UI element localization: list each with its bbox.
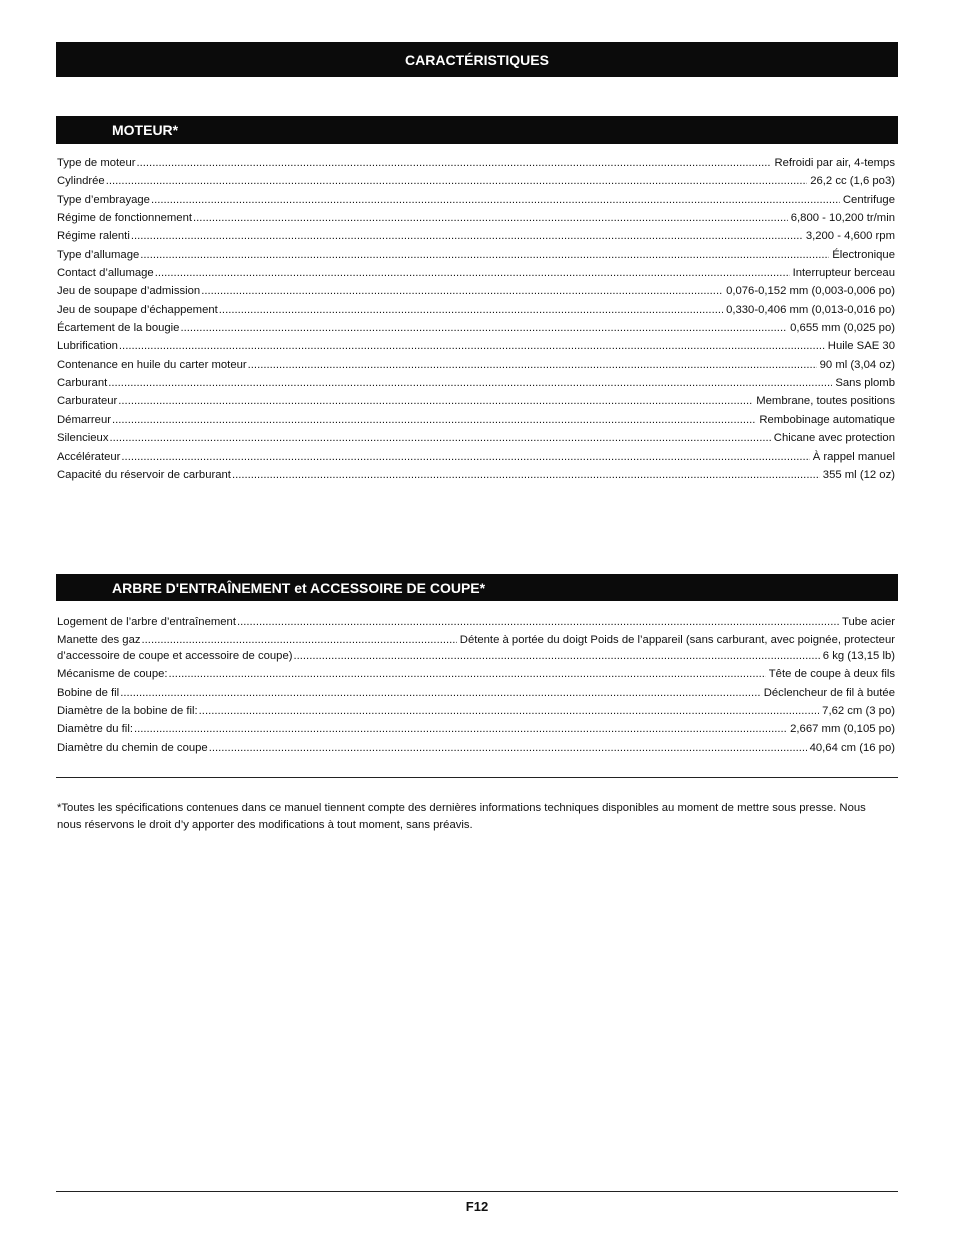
spec-row [57, 704, 895, 722]
spec-row [57, 229, 895, 247]
spec-label: Lubrification [57, 340, 118, 353]
spec-label: Diamètre de la bobine de fil: [57, 705, 198, 718]
spec-row-multiline [57, 633, 895, 664]
dot-leader [106, 174, 807, 189]
dot-leader [294, 649, 820, 664]
spec-row [57, 686, 895, 704]
dot-leader [137, 156, 772, 171]
spec-row-line [57, 633, 895, 649]
spec-value: 2,667 mm (0,105 po) [790, 723, 895, 736]
dot-leader [112, 413, 756, 428]
spec-row [57, 450, 895, 468]
spec-row-line [57, 649, 895, 665]
dot-leader [140, 248, 829, 263]
spec-row [57, 431, 895, 449]
moteur-spec-list [57, 156, 895, 486]
spec-row [57, 284, 895, 302]
spec-label: Type d’allumage [57, 248, 140, 261]
spec-label: Cylindrée [57, 175, 105, 188]
page-number: F12 [465, 1199, 489, 1214]
spec-row [57, 615, 895, 633]
spec-value: 40,64 cm (16 po) [809, 741, 895, 754]
dot-leader [108, 376, 832, 391]
spec-label: Capacité du réservoir de carburant [57, 468, 231, 481]
spec-label: Diamètre du fil: [57, 723, 133, 736]
spec-value: 6 kg (13,15 lb) [822, 649, 895, 662]
spec-label: Mécanisme de coupe: [57, 668, 168, 681]
spec-row [57, 303, 895, 321]
spec-label: Jeu de soupape d’échappement [57, 303, 218, 316]
spec-label: Type d’embrayage [57, 193, 150, 206]
spec-label: Diamètre du chemin de coupe [57, 741, 208, 754]
spec-row [57, 211, 895, 229]
footnote: *Toutes les spécifications contenues dans ce manuel tiennent compte des dernières informations techniques disponibles au moment de mettre sous presse. Nous nous réservons le droit d’y apporter des modifications à tout moment, sans préavis. [57, 802, 866, 831]
page-title-bar [56, 42, 898, 77]
spec-label: d’accessoire de coupe et accessoire de coupe) [57, 649, 293, 662]
spec-value: 90 ml (3,04 oz) [819, 358, 895, 371]
spec-value: Refroidi par air, 4-temps [774, 157, 895, 169]
section-header-arbre [56, 574, 898, 601]
spec-label: Carburateur [57, 395, 118, 408]
section-title-moteur: MOTEUR* [112, 122, 179, 138]
spec-row [57, 321, 895, 339]
dot-leader [237, 615, 839, 630]
spec-value: Tube acier [842, 616, 895, 628]
spec-label: Régime de fonctionnement [57, 212, 193, 225]
dot-leader [119, 339, 825, 354]
spec-row [57, 722, 895, 740]
dot-leader [110, 431, 771, 446]
spec-row [57, 174, 895, 192]
spec-row [57, 376, 895, 394]
spec-value: Centrifuge [842, 193, 895, 206]
dot-leader [248, 358, 817, 373]
spec-value: Rembobinage automatique [759, 413, 895, 426]
spec-value: Huile SAE 30 [827, 340, 895, 353]
spec-label: Bobine de fil [57, 686, 120, 699]
arbre-spec-list [57, 615, 895, 759]
dot-leader [209, 741, 807, 756]
spec-row [57, 193, 895, 211]
dot-leader [155, 266, 790, 281]
spec-value: 7,62 cm (3 po) [822, 705, 895, 718]
spec-value: Chicane avec protection [773, 432, 895, 445]
dot-leader [142, 633, 457, 648]
spec-value: Membrane, toutes positions [756, 395, 895, 408]
dot-leader [219, 303, 723, 318]
spec-row [57, 468, 895, 486]
spec-row [57, 667, 895, 685]
spec-label: Régime ralenti [57, 230, 130, 243]
dot-leader [180, 321, 787, 336]
spec-label: Silencieux [57, 432, 109, 445]
dot-leader [121, 450, 809, 465]
page-title: CARACTÉRISTIQUES [405, 51, 549, 68]
spec-value: 0,076-0,152 mm (0,003-0,006 po) [726, 285, 895, 298]
spec-row [57, 413, 895, 431]
spec-label: Contact d’allumage [57, 267, 154, 280]
spec-value: Tête de coupe à deux fils [768, 668, 895, 681]
spec-label: Démarreur [57, 413, 111, 426]
dot-leader [232, 468, 820, 483]
dot-leader [199, 704, 819, 719]
spec-value: 0,655 mm (0,025 po) [790, 322, 895, 335]
footer-divider [56, 1191, 898, 1192]
dot-leader [151, 193, 840, 208]
spec-value: Sans plomb [835, 377, 895, 390]
spec-value: 3,200 - 4,600 rpm [805, 230, 895, 243]
spec-label: Écartement de la bougie [57, 322, 180, 335]
section-header-moteur [56, 116, 898, 144]
dot-leader [134, 722, 787, 737]
dot-leader [120, 686, 761, 701]
spec-value: Électronique [832, 248, 895, 261]
spec-value: 6,800 - 10,200 tr/min [790, 212, 895, 225]
spec-label: Manette des gaz [57, 634, 141, 647]
spec-row [57, 358, 895, 376]
dot-leader [169, 667, 766, 682]
dot-leader [118, 394, 753, 409]
spec-row [57, 339, 895, 357]
spec-value: 355 ml (12 oz) [822, 468, 895, 481]
spec-value: Interrupteur berceau [792, 267, 895, 280]
spec-row [57, 248, 895, 266]
spec-label: Contenance en huile du carter moteur [57, 358, 247, 371]
dot-leader [131, 229, 803, 244]
spec-label: Logement de l’arbre d’entraînement [57, 616, 236, 628]
dot-leader [201, 284, 723, 299]
spec-label: Jeu de soupape d’admission [57, 285, 201, 298]
spec-value: 0,330-0,406 mm (0,013-0,016 po) [726, 303, 895, 316]
section-title-arbre: ARBRE D'ENTRAÎNEMENT et ACCESSOIRE DE COUPE* [112, 579, 486, 596]
spec-value: Déclencheur de fil à butée [763, 686, 895, 699]
spec-label: Accélérateur [57, 450, 121, 463]
divider [56, 777, 898, 778]
spec-row [57, 741, 895, 759]
spec-row [57, 394, 895, 412]
spec-value: À rappel manuel [812, 450, 895, 463]
spec-row [57, 156, 895, 174]
spec-value: 26,2 cc (1,6 po3) [810, 175, 895, 188]
dot-leader [193, 211, 788, 226]
spec-label: Carburant [57, 377, 108, 390]
spec-row [57, 266, 895, 284]
spec-value: Détente à portée du doigt Poids de l’appareil (sans carburant, avec poignée, protecteur [459, 634, 895, 647]
spec-label: Type de moteur [57, 157, 136, 169]
